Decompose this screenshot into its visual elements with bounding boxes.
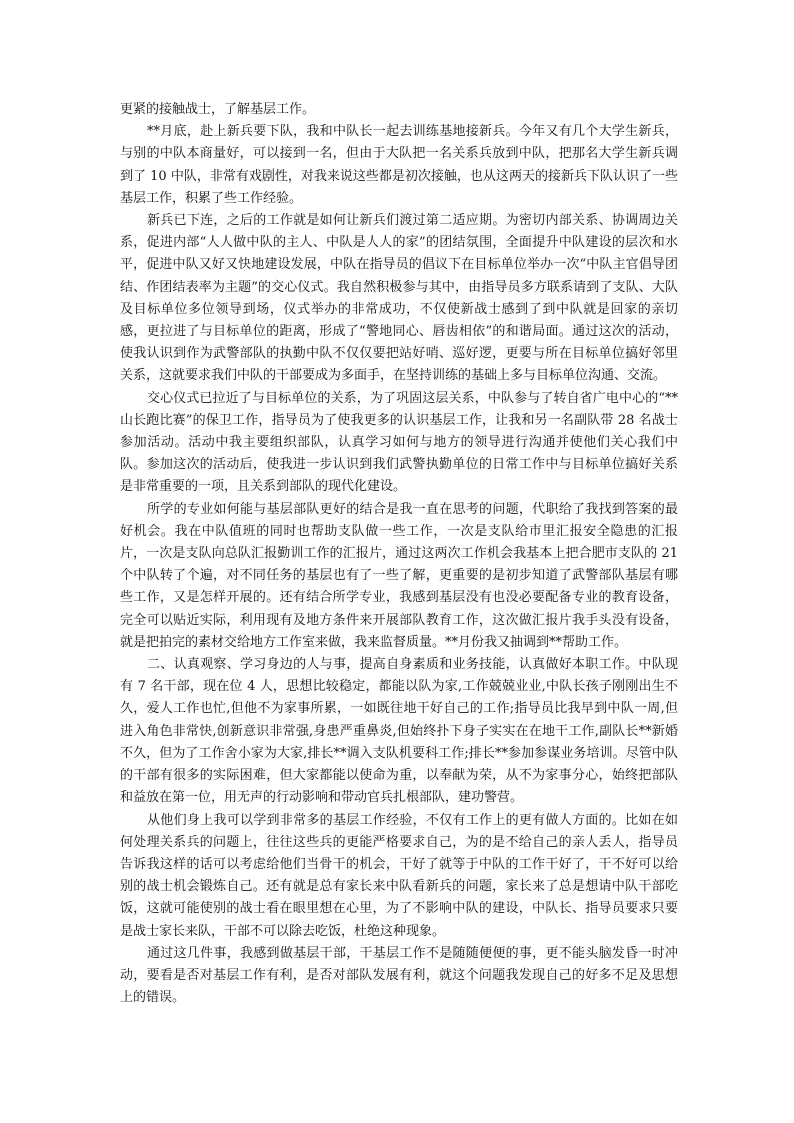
paragraph-1: 更紧的接触战士，了解基层工作。 [120,102,316,117]
document-body [120,99,678,1009]
paragraph-8: 通过这几件事，我感到做基层干部，干基层工作不是随随便便的事，更不能头脑发昏一时冲动，要看是否对基层工作有利，是否对部队发展有利，就这个问题我发现自己的好多不足及思想上的错误。 [120,945,678,1006]
paragraph-6: 二、认真观察、学习身边的人与事，提高自身素质和业务技能，认真做好本职工作。中队现有 7 名干部，现在位 4 人，思想比较稳定，都能以队为家,工作兢兢业业,中队长孩子刚刚出生不久，爱人工作也忙,但他不为家事所累，一如既往地干好自己的工作;指导员比我早到中队一周,但进入角色非常快,创新意识非常强,身患严重鼻炎,但始终扑下身子实实在在地干工作,副队长**新婚不久，但为了工作舍小家为大家,排长**调入支队机要科工作;排长**参加参谋业务培训。尽管中队的干部有很多的实际困难，但大家都能以使命为重，以奉献为荣，从不为家事分心，始终把部队和益放在第一位，用无声的行动影响和带动官兵扎根部队，建功警营。 [120,657,678,806]
paragraph-7: 从他们身上我可以学到非常多的基层工作经验，不仅有工作上的更有做人方面的。比如在如何处理关系兵的问题上，往往这些兵的更能严格要求自己，为的是不给自己的亲人丢人，指导员告诉我这样的话可以考虑给他们当骨干的机会，干好了就等于中队的工作干好了，干不好可以给别的战士机会锻炼自己。还有就是总有家长来中队看新兵的问题，家长来了总是想请中队干部吃饭，这就可能使别的战士看在眼里想在心里，为了不影响中队的建设，中队长、指导员要求只要是战士家长来队，干部不可以除去吃饭，杜绝这种现象。 [120,812,678,939]
paragraph-4: 交心仪式已拉近了与目标单位的关系，为了巩固这层关系，中队参与了转自省广电中心的“**山长跑比赛”的保卫工作，指导员为了使我更多的认识基层工作，让我和另一名副队带 28 名战士参加活动。活动中我主要组织部队，认真学习如何与地方的领导进行沟通并使他们关心我们中队。参加这次的活动后，使我进一步认识到我们武警执勤单位的日常工作中与目标单位搞好关系是非常重要的一项，且关系到部队的现代化建设。 [120,390,678,495]
paragraph-2: **月底，赴上新兵要下队，我和中队长一起去训练基地接新兵。今年又有几个大学生新兵，与别的中队本商量好，可以接到一名，但由于大队把一名关系兵放到中队，把那名大学生新兵调到了 10 中队，非常有戏剧性，对我来说这些都是初次接触，也从这两天的接新兵下队认识了一些基层工作，积累了些工作经验。 [120,124,678,206]
paragraph-3: 新兵已下连，之后的工作就是如何让新兵们渡过第二适应期。为密切内部关系、协调周边关系，促进内部“人人做中队的主人、中队是人人的家”的团结氛围，全面提升中队建设的层次和水平，促进中队又好又快地建设发展，中队在指导员的倡议下在目标单位举办一次“中队主官倡导团结、作团结表率为主题”的交心仪式。我自然积极参与其中，由指导员多方联系请到了支队、大队及目标单位多位领导到场，仪式举办的非常成功，不仅使新战士感到了到中队就是回家的亲切感，更拉进了与目标单位的距离，形成了“警地同心、唇齿相依”的和谐局面。通过这次的活动，使我认识到作为武警部队的执勤中队不仅仅要把站好哨、巡好逻，更要与所在目标单位搞好邻里关系，这就要求我们中队的干部要成为多面手，在坚持训练的基础上多与目标单位沟通、交流。 [120,213,678,384]
paragraph-5: 所学的专业如何能与基层部队更好的结合是我一直在思考的问题，代职给了我找到答案的最好机会。我在中队值班的同时也帮助支队做一些工作，一次是支队给市里汇报安全隐患的汇报片，一次是支队向总队汇报勤训工作的汇报片，通过这两次工作机会我基本上把合肥市支队的 21 个中队转了个遍，对不同任务的基层也有了一些了解，更重要的是初步知道了武警部队基层有哪些工作，又是怎样开展的。还有结合所学专业，我感到基层没有也没必要配备专业的教育设备，完全可以贴近实际，利用现有及地方条件来开展部队教育工作，这次做汇报片我手头没有设备，就是把拍完的素材交给地方工作室来做，我来监督质量。**月份我又抽调到**帮助工作。 [120,501,678,650]
